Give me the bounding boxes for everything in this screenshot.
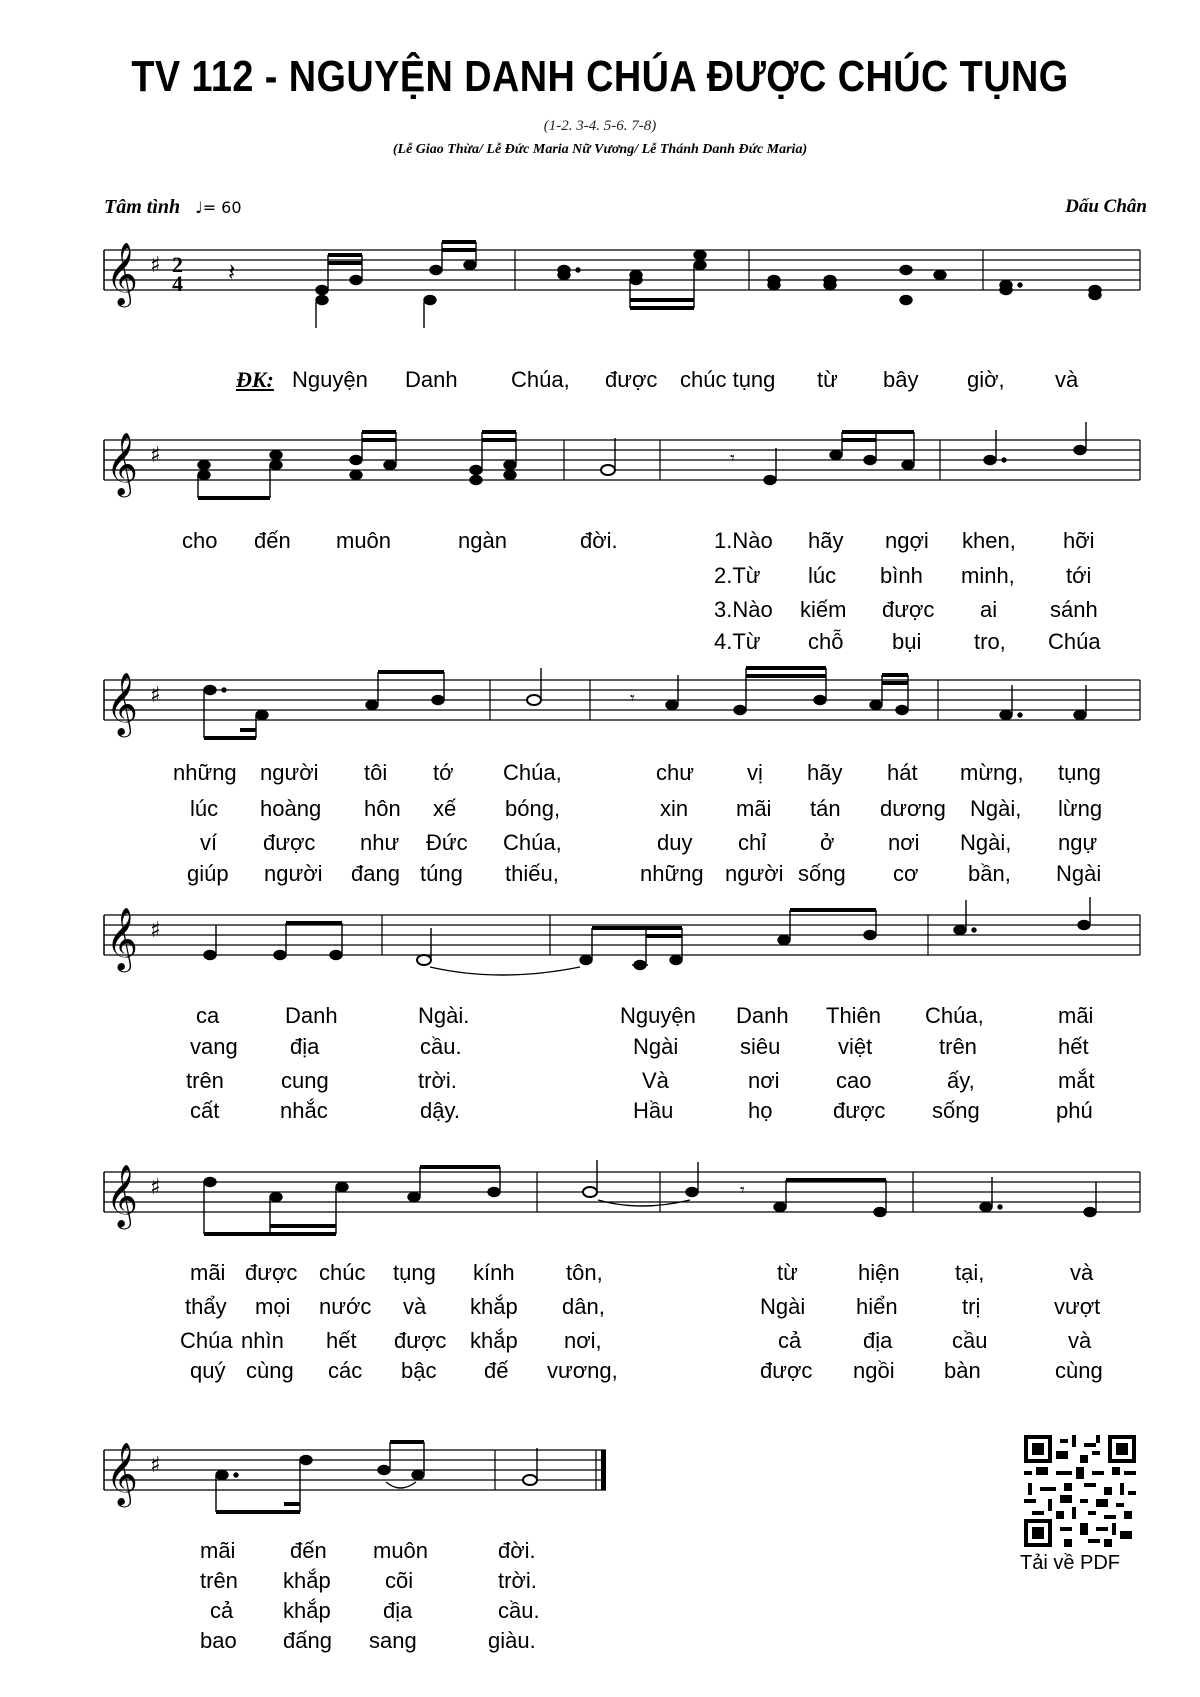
lyric: địa [863, 1328, 893, 1353]
lyric: sang [369, 1628, 417, 1653]
lyric: cõi [385, 1568, 414, 1593]
lyric: đời. [498, 1538, 536, 1563]
lyric: Hầu [633, 1098, 674, 1123]
qr-code-icon[interactable] [1024, 1435, 1136, 1547]
lyric: dương [880, 796, 946, 821]
lyric: 1.Nào [714, 528, 773, 553]
occasion-line: (Lễ Giao Thừa/ Lễ Đức Maria Nữ Vương/ Lễ Thánh Danh Đức Maria) [392, 142, 808, 157]
svg-text:𝄽: 𝄽 [228, 258, 236, 286]
lyric: những [173, 760, 237, 785]
lyric: cầu. [498, 1598, 540, 1623]
lyric: ngự [1058, 830, 1098, 855]
lyric: quý [190, 1358, 226, 1383]
svg-text:♯: ♯ [150, 683, 161, 708]
lyric: hát [887, 760, 918, 785]
lyric: được [833, 1098, 886, 1123]
verses-reference: (1-2. 3-4. 5-6. 7-8) [543, 118, 657, 134]
staff-system-4 [0, 895, 1200, 995]
lyric: Danh [736, 1003, 789, 1028]
lyric: Nguyện [292, 367, 368, 392]
lyric: ngồi [853, 1358, 895, 1383]
page-title: TV 112 - NGUYỆN DANH CHÚA ĐƯỢC CHÚC TỤNG [131, 52, 1069, 101]
lyric: thẩy [185, 1294, 227, 1319]
lyric: mãi [736, 796, 772, 821]
lyric: giúp [187, 861, 229, 886]
lyric: người [264, 861, 323, 886]
lyric: bao [200, 1628, 237, 1653]
lyric: xin [660, 796, 689, 821]
lyric: khắp [470, 1328, 518, 1353]
lyric: phú [1056, 1098, 1093, 1123]
lyric: Nguyện [620, 1003, 696, 1028]
lyric: Danh [285, 1003, 338, 1028]
lyric: ai [980, 597, 998, 622]
lyric: ví [200, 830, 218, 855]
download-pdf-label[interactable]: Tải về PDF [1020, 1552, 1121, 1574]
lyric: hết [1058, 1034, 1089, 1059]
lyric: 2.Từ [714, 563, 761, 588]
svg-text:𝄾: 𝄾 [630, 688, 635, 709]
lyric: mọi [255, 1294, 291, 1319]
lyric: hỡi [1063, 528, 1095, 553]
time-signature-bottom: 4 [172, 271, 183, 296]
lyric: tôn, [566, 1260, 603, 1285]
lyric: ngợi [885, 528, 929, 553]
lyric: tụng [1058, 760, 1101, 785]
lyric: Ngài [633, 1034, 679, 1059]
lyric: họ [748, 1098, 773, 1123]
lyric: đến [290, 1538, 327, 1563]
lyric: tớ [433, 760, 454, 785]
lyric: Và [642, 1068, 669, 1093]
lyric: dân, [562, 1294, 605, 1319]
svg-text:♯: ♯ [150, 443, 161, 468]
lyric: cả [210, 1598, 234, 1623]
lyric: lúc [808, 563, 837, 588]
lyric: trời. [418, 1068, 457, 1093]
lyric: nơi [888, 830, 920, 855]
lyric: Danh [405, 367, 458, 392]
staff-system-6 [0, 1430, 1200, 1530]
lyric: lừng [1058, 796, 1103, 821]
lyric: dậy. [420, 1098, 460, 1123]
staff-system-3 [0, 660, 1200, 750]
lyric: hãy [808, 528, 844, 553]
lyric: cùng [246, 1358, 294, 1383]
lyric: khắp [283, 1598, 331, 1623]
lyric: trời. [498, 1568, 537, 1593]
lyric: bậc [401, 1358, 437, 1383]
svg-text:♯: ♯ [150, 1453, 161, 1478]
lyric: Ngài [1056, 861, 1102, 886]
lyric: mãi [1058, 1003, 1094, 1028]
lyric: tán [810, 796, 841, 821]
lyric: người [260, 760, 319, 785]
lyric: và [1070, 1260, 1094, 1285]
lyric: kiếm [800, 597, 847, 622]
lyric: Ngài, [960, 830, 1012, 855]
lyric: địa [290, 1034, 320, 1059]
lyric: chúc tụng [680, 367, 776, 392]
lyric: cất [190, 1098, 220, 1123]
lyric: Chúa, [925, 1003, 984, 1028]
lyric: các [328, 1358, 363, 1383]
lyric: Chúa, [503, 830, 562, 855]
lyric: vị [747, 760, 763, 785]
lyric: Chúa, [511, 367, 570, 392]
lyric: cơ [893, 861, 919, 886]
lyric: đến [254, 528, 291, 553]
lyric: từ [777, 1260, 798, 1285]
lyric: chư [656, 760, 694, 785]
lyric: tụng [393, 1260, 436, 1285]
lyric: việt [838, 1034, 873, 1059]
final-barline [601, 1450, 606, 1490]
lyric: kính [473, 1260, 515, 1285]
lyric: được [760, 1358, 813, 1383]
staff-system-2 [0, 420, 1200, 520]
lyric: tôi [364, 760, 388, 785]
lyric: giàu. [488, 1628, 536, 1653]
lyric: nhìn [241, 1328, 284, 1353]
lyric: Đức [426, 830, 468, 855]
lyric: Ngài. [418, 1003, 470, 1028]
lyric: đấng [283, 1628, 332, 1653]
lyric: ở [820, 830, 835, 855]
lyric: tro, [974, 629, 1006, 654]
lyric: muôn [336, 528, 392, 553]
lyric: cầu [952, 1328, 988, 1353]
lyric: tại, [955, 1260, 985, 1285]
lyric: bóng, [505, 796, 561, 821]
lyric: sống [932, 1098, 980, 1123]
svg-text:♯: ♯ [150, 918, 161, 943]
lyric: lúc [190, 796, 219, 821]
time-signature-top: 2 [172, 252, 183, 277]
tempo-marking [104, 196, 242, 219]
lyric: bần, [968, 861, 1011, 886]
lyric: và [1055, 367, 1079, 392]
lyric: chúc [319, 1260, 366, 1285]
lyric: ấy, [947, 1068, 975, 1093]
lyric: và [403, 1294, 427, 1319]
lyric: cao [836, 1068, 872, 1093]
lyric: hãy [807, 760, 843, 785]
lyric: cầu. [420, 1034, 462, 1059]
lyric: như [360, 830, 400, 855]
lyric: giờ, [967, 367, 1005, 392]
lyric: Ngài [760, 1294, 806, 1319]
treble-clef-icon: 𝄞 [106, 1442, 138, 1505]
lyric: mãi [200, 1538, 236, 1563]
lyric: siêu [740, 1034, 781, 1059]
lyric: khắp [283, 1568, 331, 1593]
lyric: đế [484, 1358, 509, 1383]
lyric: Chúa, [503, 760, 562, 785]
lyric: muôn [373, 1538, 429, 1563]
lyric: địa [383, 1598, 413, 1623]
lyric: mãi [190, 1260, 226, 1285]
svg-text:𝄾: 𝄾 [740, 1180, 745, 1201]
lyric: bàn [944, 1358, 981, 1383]
lyric: từ [817, 367, 838, 392]
lyric: cùng [1055, 1358, 1103, 1383]
lyric: được [605, 367, 658, 392]
tempo-label: Tâm tình [104, 196, 181, 218]
lyric: cung [281, 1068, 329, 1093]
lyric: Chúa [1048, 629, 1101, 654]
lyric: 3.Nào [714, 597, 773, 622]
lyric: minh, [961, 563, 1015, 588]
lyric: được [245, 1260, 298, 1285]
lyric: bình [880, 563, 923, 588]
lyric: tới [1066, 563, 1092, 588]
lyric: ngàn [458, 528, 507, 553]
lyric: chỉ [738, 830, 767, 855]
lyric: đời. [580, 528, 618, 553]
refrain-label: ĐK: [236, 367, 274, 392]
svg-text:♯: ♯ [150, 1175, 161, 1200]
treble-clef-icon: 𝄞 [106, 672, 138, 735]
lyric: nơi, [564, 1328, 602, 1353]
lyric: nước [319, 1294, 372, 1319]
lyric: sống [798, 861, 846, 886]
staff-system-5 [0, 1152, 1200, 1252]
lyric: mừng, [960, 760, 1024, 785]
lyric: hoàng [260, 796, 322, 821]
lyric: trên [186, 1068, 224, 1093]
lyric: được [882, 597, 935, 622]
lyric: duy [657, 830, 693, 855]
composer: Dấu Chân [1065, 196, 1147, 217]
treble-clef-icon: 𝄞 [106, 907, 138, 970]
svg-text:𝄾: 𝄾 [730, 448, 735, 469]
treble-clef-icon: 𝄞 [106, 1164, 138, 1227]
lyric: mắt [1058, 1068, 1095, 1093]
lyric: vương, [547, 1358, 618, 1383]
lyric: trị [962, 1294, 981, 1319]
tempo-value: = 60 [202, 198, 242, 217]
lyric: Ngài, [970, 796, 1022, 821]
lyric: cho [182, 528, 218, 553]
svg-text:♯: ♯ [150, 253, 161, 278]
lyric: vượt [1054, 1294, 1101, 1319]
staff-system-1 [0, 230, 1200, 340]
lyric: hết [326, 1328, 357, 1353]
lyric: Thiên [826, 1003, 882, 1028]
treble-clef-icon: 𝄞 [106, 432, 138, 495]
lyric: bụi [892, 629, 922, 654]
lyric: 4.Từ [714, 629, 761, 654]
lyric: vang [190, 1034, 238, 1059]
lyric: bây [883, 367, 919, 392]
lyric: chỗ [808, 629, 844, 654]
lyric: khen, [962, 528, 1016, 553]
lyric: người [725, 861, 784, 886]
lyric: trên [200, 1568, 238, 1593]
lyric: đang [351, 861, 400, 886]
lyric: hiển [856, 1294, 898, 1319]
lyric: trên [939, 1034, 977, 1059]
lyric: được [394, 1328, 447, 1353]
lyric: cả [778, 1328, 802, 1353]
lyric: và [1068, 1328, 1092, 1353]
lyric: nơi [748, 1068, 780, 1093]
quarter-note-icon: ♩ [195, 198, 203, 217]
treble-clef-icon: 𝄞 [106, 242, 138, 305]
lyric: xế [433, 796, 457, 821]
lyric: hiện [858, 1260, 900, 1285]
lyric: khắp [470, 1294, 518, 1319]
lyric: được [263, 830, 316, 855]
lyric: thiếu, [505, 861, 559, 886]
lyric: ca [196, 1003, 220, 1028]
lyric: nhắc [280, 1098, 328, 1123]
lyric: Chúa [180, 1328, 233, 1353]
lyric: hôn [364, 796, 401, 821]
lyric: những [640, 861, 704, 886]
lyric: sánh [1050, 597, 1098, 622]
lyric: túng [420, 861, 463, 886]
